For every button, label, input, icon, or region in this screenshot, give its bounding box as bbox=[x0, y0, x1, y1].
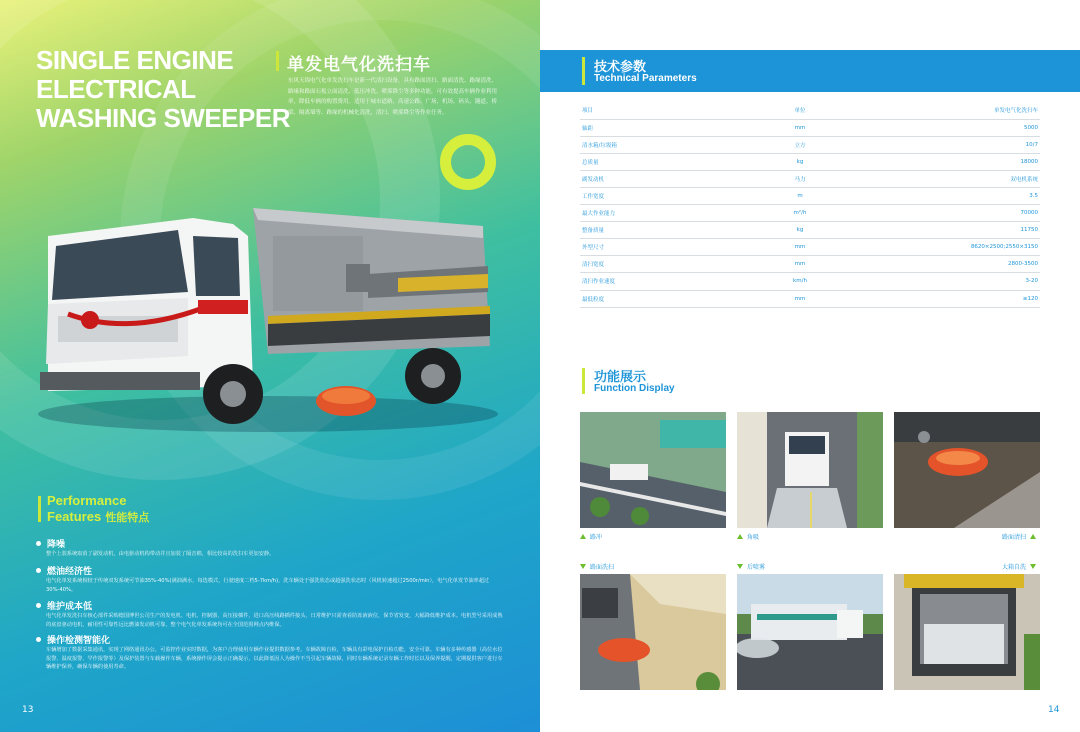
feature-text: 车辆增加了数据采集通讯，实现了网络通讯办公，可监控作业实时数据，为客户合理使用车辆作业提供数据参考。车辆故障自检，车辆具有彩电保护自检功能，安全可靠。车辆有多种传感器（高位水位报警、温度报警、罕作报警等）及保护装置与车载操作车辆，系统操作屏会提示正确提示，以此降低因人为操作不当引起车辆故障，同时车辆系统记录车辆工作时长以及保养提醒，定期提供客户进行车辆维护保养，确保车辆的使用寿命。 bbox=[46, 647, 503, 671]
function-title-en: Function Display bbox=[594, 383, 675, 394]
parameter-name: 整备质量 bbox=[580, 222, 730, 239]
caption-text: 角吸 bbox=[747, 534, 760, 541]
parameter-name: 工作宽度 bbox=[580, 187, 730, 204]
triangle-icon bbox=[580, 534, 586, 539]
parameter-value: 单发电气化洗扫车 bbox=[870, 102, 1040, 119]
triangle-down-icon bbox=[580, 564, 586, 569]
tech-params-title-en: Technical Parameters bbox=[594, 73, 697, 84]
feature-item bbox=[36, 633, 506, 672]
intro-paragraph: 东风天锦电气化单发洗扫车是新一代清扫设备，具有路面清扫、路面清洗、路缘清洗、路缘和路面石板立面清洗、低压冲洗、喷雾降尘等多种功能，可有效提高车辆作业利用率，降低车辆的购置费用。适用于城市道路、高速公路、广场、机场、码头、隧道、桥梁、隔离墙等、路缘的机械化清洗、清扫、喷雾降尘等作业任务。 bbox=[288, 78, 498, 116]
parameter-unit: 马力 bbox=[730, 170, 870, 187]
feature-heading: 燃油经济性 bbox=[47, 567, 93, 577]
features-title bbox=[47, 509, 149, 525]
parameter-unit: m bbox=[730, 187, 870, 204]
caption-text: 路面洗扫 bbox=[590, 564, 615, 571]
caption bbox=[737, 562, 883, 571]
parameter-row bbox=[580, 119, 1040, 136]
parameter-unit: km/h bbox=[730, 273, 870, 290]
feature-heading: 维护成本低 bbox=[47, 602, 93, 612]
feature-item bbox=[36, 537, 506, 559]
parameter-value: 3.5 bbox=[870, 187, 1040, 204]
title-line-2: ELECTRICAL bbox=[36, 74, 196, 104]
photo-tank-self-wash bbox=[894, 574, 1040, 690]
caption-text: 路冲 bbox=[590, 534, 603, 541]
parameter-value: 8620×2500;2550×3150 bbox=[870, 239, 1040, 256]
caption bbox=[580, 562, 726, 571]
caption bbox=[894, 562, 1040, 571]
parameter-value: 5000 bbox=[870, 119, 1040, 136]
parameter-row bbox=[580, 187, 1040, 204]
parameter-unit: 立方 bbox=[730, 136, 870, 153]
photo-corner-suction bbox=[737, 412, 883, 528]
page-number: 14 bbox=[1048, 705, 1060, 715]
parameter-value: 18000 bbox=[870, 153, 1040, 170]
chinese-title: 单发电气化洗扫车 bbox=[287, 55, 431, 75]
caption bbox=[580, 532, 726, 541]
parameter-name: 清扫宽度 bbox=[580, 256, 730, 273]
features-title-en: Features bbox=[47, 509, 102, 524]
parameter-row bbox=[580, 102, 1040, 119]
bullet-icon bbox=[36, 568, 41, 573]
caption-text: 路面清扫 bbox=[1001, 534, 1026, 541]
parameter-row bbox=[580, 136, 1040, 153]
triangle-down-icon bbox=[737, 564, 743, 569]
tech-params-title-cn: 技术参数 bbox=[594, 60, 647, 75]
parameter-row bbox=[580, 153, 1040, 170]
parameter-name: 总质量 bbox=[580, 153, 730, 170]
performance-title-en: Performance bbox=[47, 493, 127, 508]
sweeper-truck-image bbox=[28, 196, 498, 446]
photo-rear-spray bbox=[737, 574, 883, 690]
accent-bar bbox=[582, 368, 585, 394]
caption-text: 大箱自洗 bbox=[1001, 564, 1026, 571]
accent-bar bbox=[38, 496, 41, 522]
title-line-1: SINGLE ENGINE bbox=[36, 45, 234, 75]
english-title bbox=[36, 46, 290, 133]
features-title-cn: 性能特点 bbox=[105, 512, 150, 524]
parameter-unit: mm bbox=[730, 256, 870, 273]
page-number: 13 bbox=[22, 705, 34, 715]
parameter-name: 外型尺寸 bbox=[580, 239, 730, 256]
parameter-name: 轴距 bbox=[580, 119, 730, 136]
caption bbox=[894, 532, 1040, 541]
feature-item bbox=[36, 564, 506, 594]
bullet-icon bbox=[36, 603, 41, 608]
parameter-row bbox=[580, 222, 1040, 239]
parameter-name: 清水箱/垃圾箱 bbox=[580, 136, 730, 153]
triangle-down-icon bbox=[1030, 564, 1036, 569]
feature-heading: 降噪 bbox=[47, 540, 66, 550]
parameter-unit: kg bbox=[730, 153, 870, 170]
parameter-unit: mm bbox=[730, 119, 870, 136]
parameter-name: 副发动机 bbox=[580, 170, 730, 187]
parameter-name: 最低粒度 bbox=[580, 290, 730, 307]
bullet-icon bbox=[36, 637, 41, 642]
parameter-unit: mm bbox=[730, 290, 870, 307]
photo-road-flush bbox=[580, 412, 726, 528]
parameter-row bbox=[580, 239, 1040, 256]
right-page bbox=[540, 0, 1080, 732]
accent-bar bbox=[582, 57, 585, 85]
parameter-unit: m²/h bbox=[730, 205, 870, 222]
parameter-value: 10/7 bbox=[870, 136, 1040, 153]
parameter-name: 清扫作业速度 bbox=[580, 273, 730, 290]
accent-bar bbox=[276, 51, 279, 71]
feature-text: 电气化单发系统相较于传统双发系统可节油35%-40%(满油满水，每选模式，行驶速度二档5-7km/h)，洗车辆处于强洗状态或超强洗状态时（风机转速超过2500r/min），电气化单发节油率超过30%-40%。 bbox=[46, 578, 490, 593]
triangle-icon bbox=[1030, 534, 1036, 539]
bullet-icon bbox=[36, 541, 41, 546]
parameter-unit: mm bbox=[730, 239, 870, 256]
parameter-value: 70000 bbox=[870, 205, 1040, 222]
parameter-unit: 单位 bbox=[730, 102, 870, 119]
parameter-value: 11750 bbox=[870, 222, 1040, 239]
feature-heading: 操作检测智能化 bbox=[47, 636, 111, 646]
parameter-value: 3-20 bbox=[870, 273, 1040, 290]
parameter-value: 2800-3500 bbox=[870, 256, 1040, 273]
triangle-icon bbox=[737, 534, 743, 539]
photo-road-washing bbox=[580, 574, 726, 690]
parameter-row bbox=[580, 290, 1040, 307]
caption-text: 后喷雾 bbox=[747, 564, 766, 571]
parameter-name: 最大作业能力 bbox=[580, 205, 730, 222]
feature-text: 电气化单发洗扫车核心部件采购德国博世公司生产的发电机、电机、控制器、高压接插件，进口高压线路插件接头，日常维护只需查看防冻液液位，保节省发变，大幅降低维护成本。电机型号采用成熟的底盘驱动电机，耐用性可靠性远比燃油发动机可靠，整个电气化单发系统均可在全国范围网点内维保。 bbox=[46, 613, 503, 628]
function-title-cn: 功能展示 bbox=[594, 370, 647, 385]
parameter-row bbox=[580, 273, 1040, 290]
parameter-value: 双电机系统 bbox=[870, 170, 1040, 187]
caption bbox=[737, 532, 883, 541]
parameter-value: ≥120 bbox=[870, 290, 1040, 307]
title-line-3: WASHING SWEEPER bbox=[36, 103, 290, 133]
feature-item bbox=[36, 599, 506, 629]
parameter-unit: kg bbox=[730, 222, 870, 239]
parameter-name: 项目 bbox=[580, 102, 730, 119]
parameters-table bbox=[580, 102, 1040, 308]
photo-road-sweeping bbox=[894, 412, 1040, 528]
decorative-ring bbox=[440, 134, 496, 190]
parameter-row bbox=[580, 205, 1040, 222]
parameter-row bbox=[580, 256, 1040, 273]
parameter-row bbox=[580, 170, 1040, 187]
feature-text: 整个上装系统取消了副发动机，由电驱动机构带动并且加装了隔音棉，相比较高的洗扫车更加安静。 bbox=[46, 551, 275, 557]
